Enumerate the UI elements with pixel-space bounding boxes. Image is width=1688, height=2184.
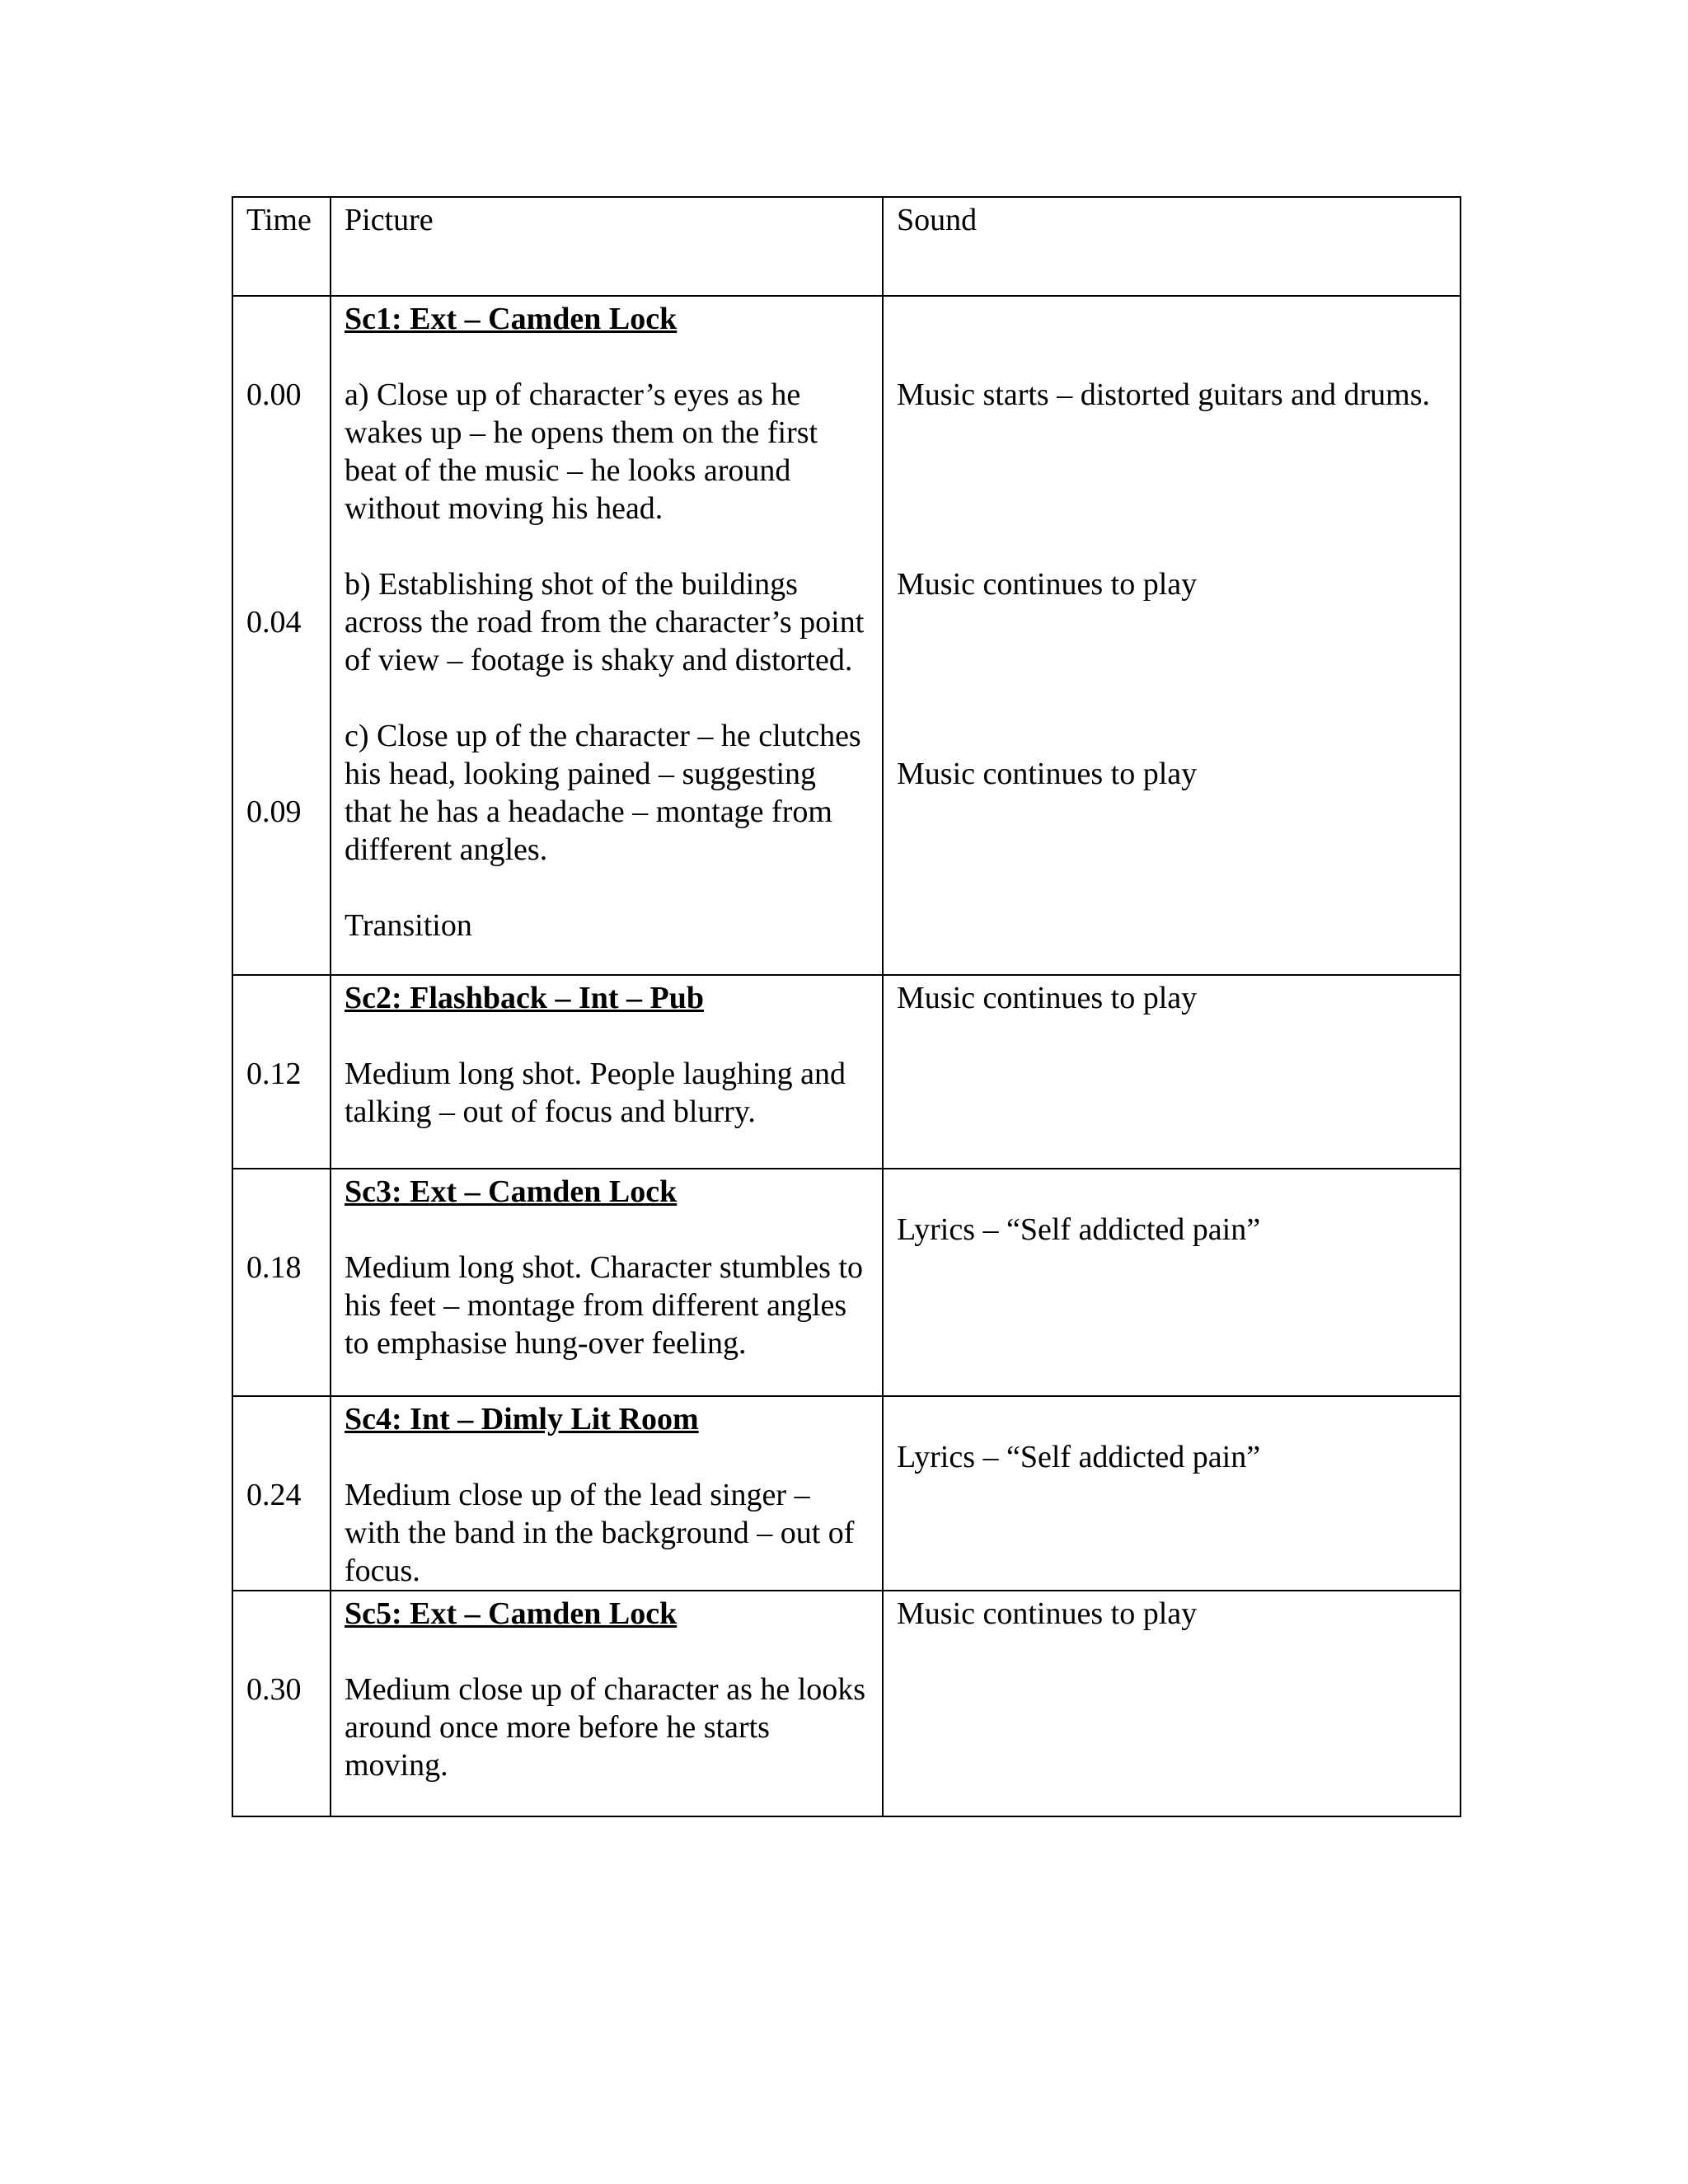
- scene-heading: Sc3: Ext – Camden Lock: [345, 1174, 678, 1209]
- picture-column-header: Picture: [331, 197, 883, 296]
- time-cell: [232, 1169, 331, 1396]
- table-row: [232, 1591, 1461, 1816]
- time-cell: [232, 1591, 331, 1816]
- sound-description: Music continues to play: [897, 981, 1198, 1015]
- sound-cell: [883, 1591, 1461, 1816]
- sound-cell: [883, 296, 1461, 975]
- transition-note: Transition: [345, 908, 472, 943]
- shot-description: Medium close up of character as he looks around once more before he starts moving.: [345, 1672, 866, 1783]
- sound-cell: [883, 1169, 1461, 1396]
- table-row: [232, 975, 1461, 1169]
- timestamp: 0.24: [246, 1478, 302, 1512]
- timestamp: 0.12: [246, 1057, 302, 1091]
- sound-description: Music continues to play: [897, 757, 1198, 791]
- picture-cell: [331, 975, 883, 1169]
- shot-description: b) Establishing shot of the buildings across the road from the character’s point of view – footage is shaky and distorted.: [345, 567, 865, 677]
- table-row: [232, 1169, 1461, 1396]
- sound-description: Music continues to play: [897, 1596, 1198, 1631]
- picture-cell: [331, 1591, 883, 1816]
- timestamp: 0.04: [246, 605, 302, 640]
- sound-column-header: Sound: [883, 197, 1461, 296]
- picture-cell: [331, 1169, 883, 1396]
- sound-description: Music continues to play: [897, 567, 1198, 602]
- shot-description: Medium long shot. Character stumbles to his feet – montage from different angles to emphasise hung-over feeling.: [345, 1250, 864, 1361]
- picture-cell: [331, 1396, 883, 1591]
- table-row: [232, 1396, 1461, 1591]
- shot-description: a) Close up of character’s eyes as he wakes up – he opens them on the first beat of the music – he looks around without moving his head.: [345, 377, 818, 526]
- sound-cell: [883, 975, 1461, 1169]
- timestamp: 0.09: [246, 794, 302, 829]
- table-header-row: [232, 197, 1461, 296]
- shot-list-table: [232, 196, 1461, 1817]
- sound-description: Lyrics – “Self addicted pain”: [897, 1212, 1261, 1247]
- scene-heading: Sc4: Int – Dimly Lit Room: [345, 1402, 699, 1436]
- sound-description: Music starts – distorted guitars and drums.: [897, 377, 1430, 412]
- table-row: [232, 296, 1461, 975]
- timestamp: 0.30: [246, 1672, 302, 1707]
- shot-description: Medium close up of the lead singer – with the band in the background – out of focus.: [345, 1478, 855, 1588]
- sound-description: Lyrics – “Self addicted pain”: [897, 1440, 1261, 1474]
- scene-heading: Sc5: Ext – Camden Lock: [345, 1596, 678, 1631]
- shot-description: Medium long shot. People laughing and talking – out of focus and blurry.: [345, 1057, 846, 1129]
- time-cell: [232, 296, 331, 975]
- timestamp: 0.00: [246, 377, 302, 412]
- time-column-header: Time: [232, 197, 331, 296]
- sound-cell: [883, 1396, 1461, 1591]
- time-cell: [232, 1396, 331, 1591]
- scene-heading: Sc2: Flashback – Int – Pub: [345, 981, 705, 1015]
- shot-description: c) Close up of the character – he clutches his head, looking pained – suggesting that he has a headache – montage from different angles.: [345, 719, 861, 867]
- picture-cell: [331, 296, 883, 975]
- scene-heading: Sc1: Ext – Camden Lock: [345, 302, 678, 336]
- timestamp: 0.18: [246, 1250, 302, 1285]
- time-cell: [232, 975, 331, 1169]
